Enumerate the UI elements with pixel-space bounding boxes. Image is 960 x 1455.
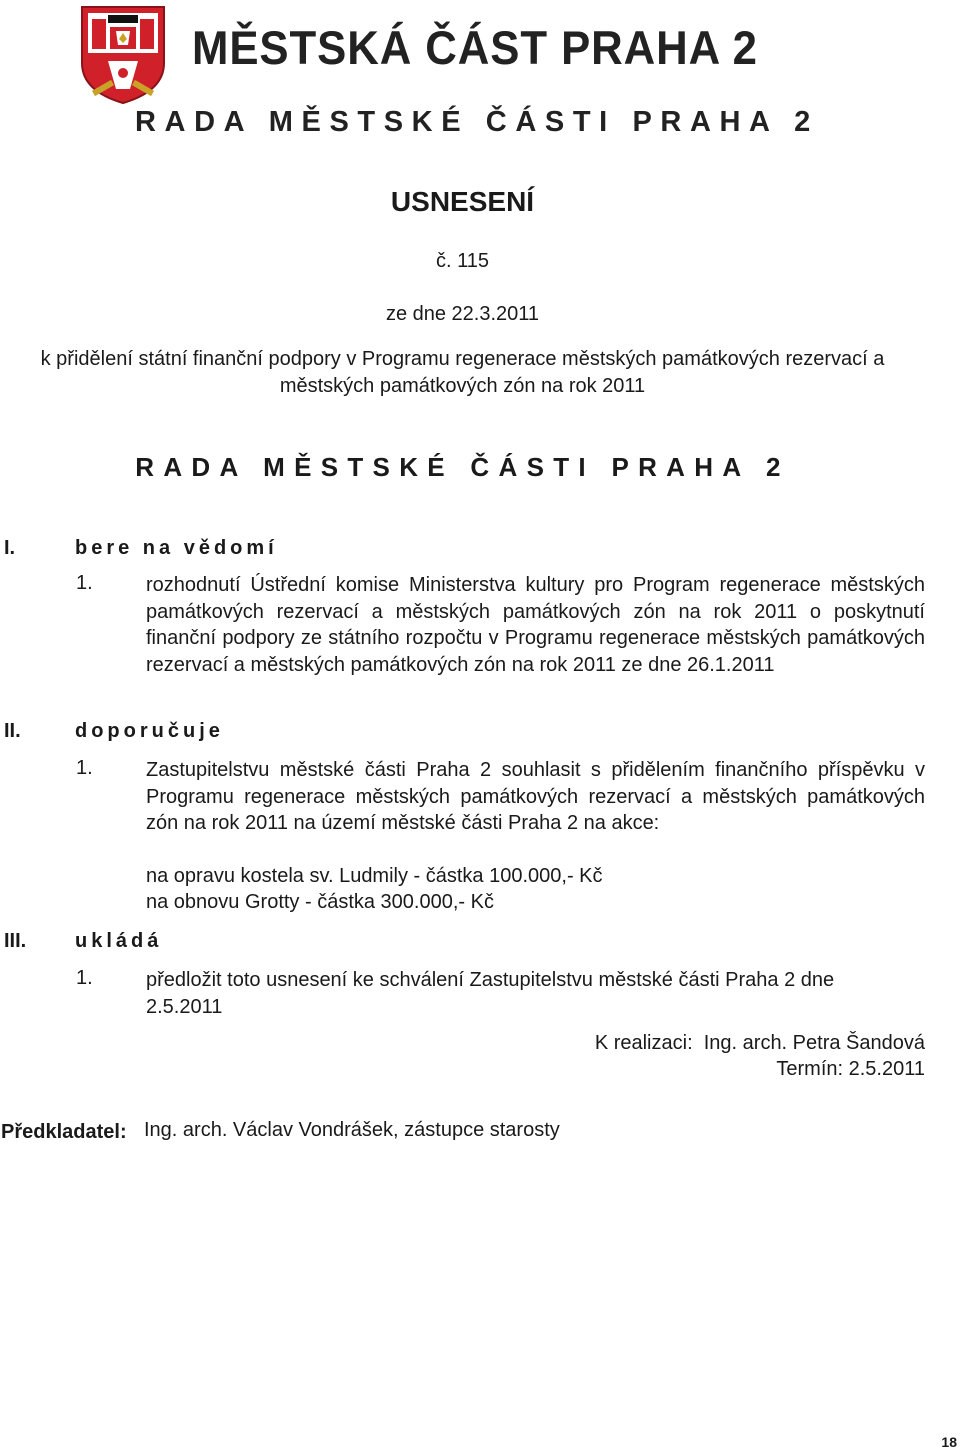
section-1-item-1-text: rozhodnutí Ústřední komise Ministerstva kultury pro Program regenerace městských památkových rezervací a městských památkových zón na rok 2011 o poskytnutí finanční podpory ze státního rozpočtu v Programu regenerace městských památkových rezervací a městských památkových zón na rok 2011 ze dne 26.1.2011 (146, 574, 925, 676)
section-3-verb: ukládá (75, 930, 163, 952)
logo-subtitle: RADA MĚSTSKÉ ČÁSTI PRAHA 2 (135, 106, 819, 138)
section-1-item-1-number: 1. (76, 572, 93, 594)
proposer-label: Předkladatel: (1, 1121, 127, 1143)
resolution-date: ze dne 22.3.2011 (385, 303, 540, 325)
section-3-item-1-text: předložit toto usnesení ke schválení Zastupitelstvu městské části Praha 2 dne 2.5.2011 (146, 969, 835, 1018)
logo-title: MĚSTSKÁ ČÁST PRAHA 2 (192, 21, 758, 74)
section-1-number: I. (4, 537, 16, 559)
section-2-number: II. (4, 720, 21, 742)
prague-2-coat-of-arms-icon (78, 5, 168, 105)
section-2-item-1-subline-2: na obnovu Grotty - částka 300.000,- Kč (146, 891, 494, 913)
council-heading: RADA MĚSTSKÉ ČÁSTI PRAHA 2 (135, 452, 790, 482)
section-2-item-1-subline-1: na opravu kostela sv. Ludmily - částka 100.000,- Kč (146, 865, 603, 887)
section-3-item-1-number: 1. (76, 967, 93, 989)
responsible-person: K realizaci: Ing. arch. Petra Šandová (594, 1032, 925, 1054)
document-title: USNESENÍ (390, 186, 535, 217)
deadline: Termín: 2.5.2011 (776, 1058, 925, 1080)
section-1-verb: bere na vědomí (75, 537, 278, 559)
resolution-number: č. 115 (436, 250, 489, 272)
proposer-name: Ing. arch. Václav Vondrášek, zástupce starosty (144, 1119, 560, 1141)
section-3-number: III. (4, 930, 27, 952)
section-2-item-1-text: Zastupitelstvu městské části Praha 2 souhlasit s přidělením finančního příspěvku v Programu regenerace městských památkových rezervací a městských památkových zón na rok 2011 na území městské části Praha 2 na akce: (146, 759, 925, 834)
section-2-item-1-number: 1. (76, 757, 93, 779)
section-2-verb: doporučuje (75, 720, 224, 742)
resolution-subject: k přidělení státní finanční podpory v Programu regenerace městských památkových rezervací a městských památkových zón na rok 2011 (40, 348, 885, 397)
page-number: 18 (941, 1434, 957, 1450)
